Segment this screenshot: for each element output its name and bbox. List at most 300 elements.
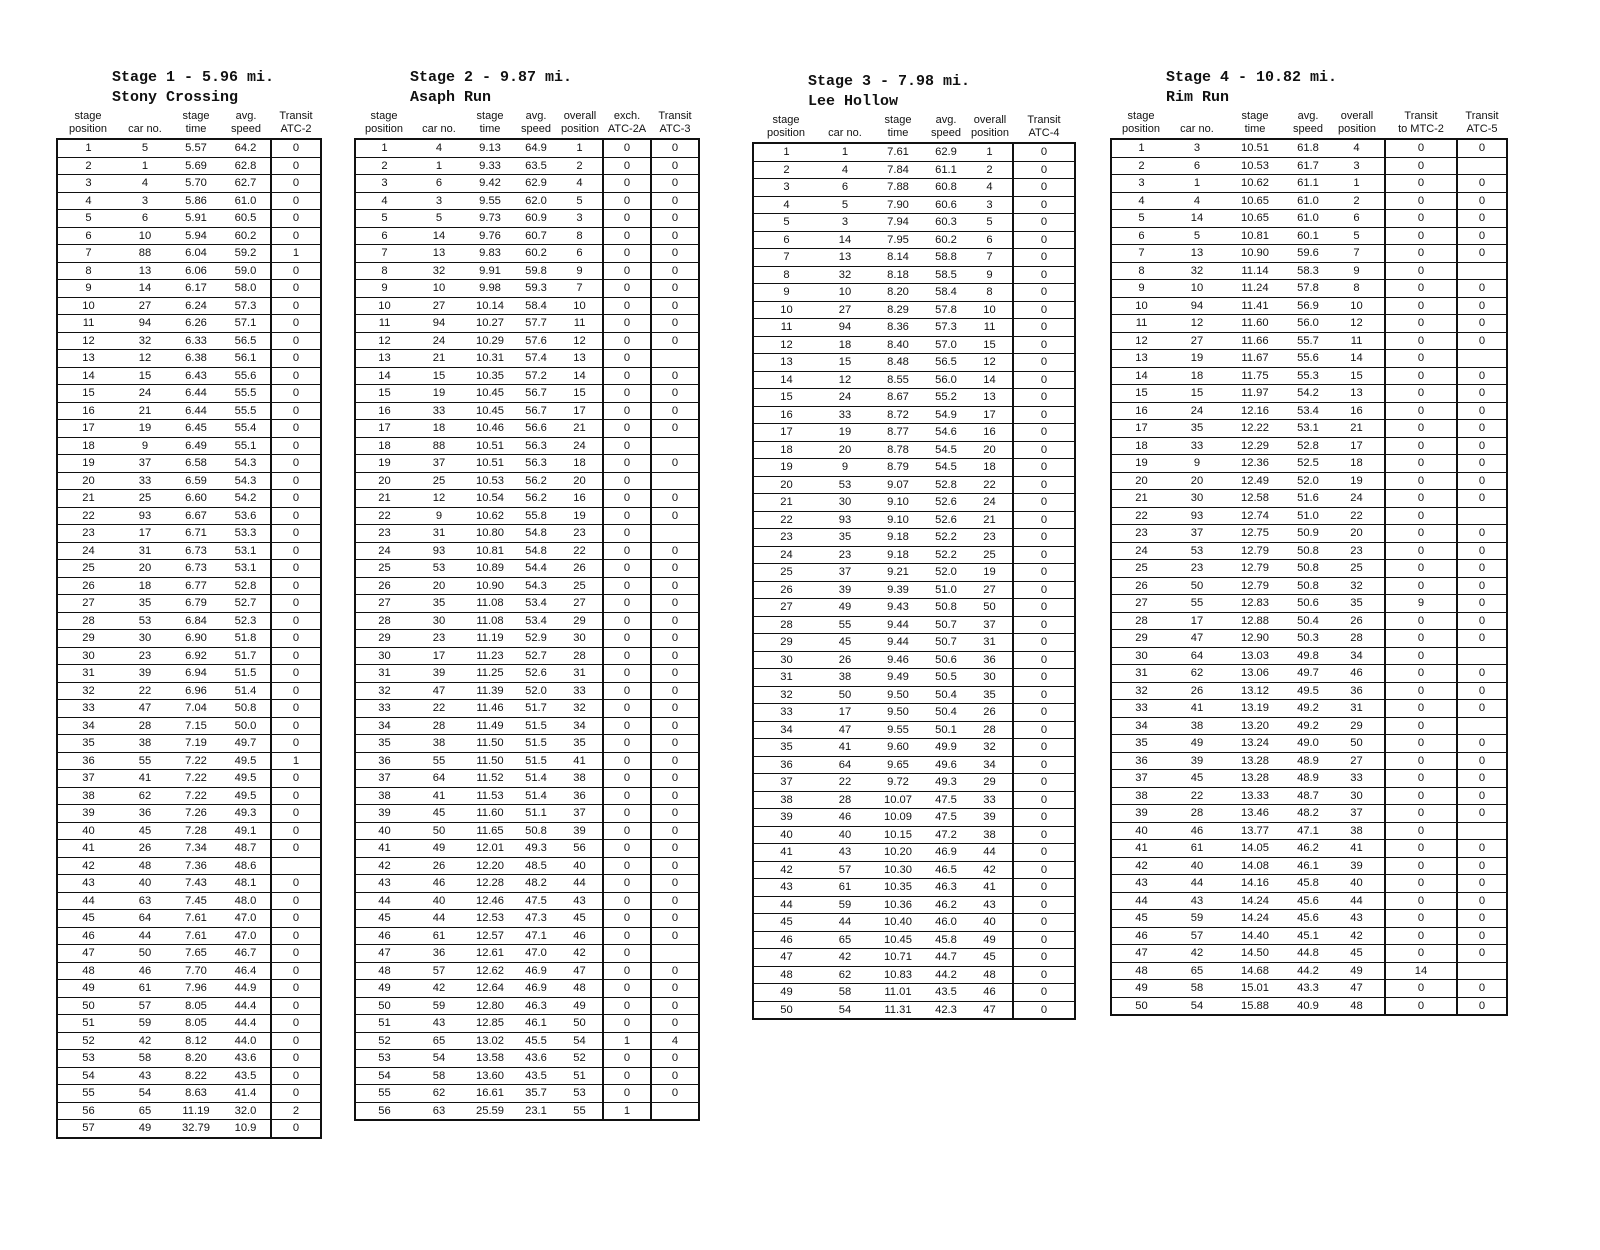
table-cell: 36 <box>355 752 413 770</box>
table-cell: 63 <box>119 892 171 910</box>
table-cell: 5 <box>57 210 119 228</box>
table-cell: 32 <box>1171 262 1223 280</box>
table-cell: 15 <box>1329 367 1385 385</box>
table-row <box>1111 332 1507 350</box>
table-cell: 0 <box>1457 139 1507 157</box>
column-header <box>119 110 171 123</box>
table-cell: 0 <box>1457 385 1507 403</box>
table-cell: 52.8 <box>925 476 967 494</box>
table-cell: 47 <box>557 962 603 980</box>
table-cell: 32 <box>119 332 171 350</box>
table-cell: 17 <box>355 420 413 438</box>
table-cell: 23 <box>557 525 603 543</box>
table-cell: 50.8 <box>221 700 271 718</box>
table-cell: 47 <box>119 700 171 718</box>
table-cell: 12.79 <box>1223 560 1287 578</box>
table-cell: 52.6 <box>515 665 557 683</box>
table-cell: 54.9 <box>925 406 967 424</box>
table-cell: 50 <box>1171 577 1223 595</box>
table-cell: 23 <box>57 525 119 543</box>
table-cell: 19 <box>557 507 603 525</box>
table-cell: 0 <box>603 822 651 840</box>
table-row <box>1111 857 1507 875</box>
table-row <box>1111 262 1507 280</box>
table-cell: 13.24 <box>1223 735 1287 753</box>
table-row <box>355 875 699 893</box>
table-cell: 29 <box>1111 630 1171 648</box>
table-cell: 65 <box>413 1032 465 1050</box>
table-cell: 0 <box>603 367 651 385</box>
table-row <box>753 966 1075 984</box>
table-row <box>355 1015 699 1033</box>
table-cell: 34 <box>1111 717 1171 735</box>
table-cell: 6.26 <box>171 315 221 333</box>
column-header: time <box>887 127 909 139</box>
table-cell: 7.45 <box>171 892 221 910</box>
table-cell: 0 <box>1013 494 1075 512</box>
table-row <box>753 214 1075 232</box>
table-cell: 51 <box>557 1067 603 1085</box>
table-cell: 6.94 <box>171 665 221 683</box>
table-cell: 36 <box>967 651 1013 669</box>
table-cell: 9.18 <box>871 546 925 564</box>
table-row <box>57 297 321 315</box>
column-header <box>413 110 465 123</box>
table-cell: 60.2 <box>925 231 967 249</box>
table-cell: 34 <box>57 717 119 735</box>
table-cell: 47 <box>1111 945 1171 963</box>
table-cell: 0 <box>603 455 651 473</box>
table-cell: 19 <box>967 564 1013 582</box>
table-cell: 1 <box>413 157 465 175</box>
table-row <box>57 420 321 438</box>
table-row <box>753 143 1075 161</box>
table-cell: 11.50 <box>465 735 515 753</box>
table-cell: 9 <box>557 262 603 280</box>
table-cell: 56 <box>57 1102 119 1120</box>
table-cell: 1 <box>355 139 413 157</box>
table-cell: 30 <box>413 612 465 630</box>
table-cell: 6.38 <box>171 350 221 368</box>
column-header: position <box>561 123 599 135</box>
table-cell: 62.7 <box>221 175 271 193</box>
table-cell: 13 <box>557 350 603 368</box>
table-row <box>355 682 699 700</box>
table-cell: 15.01 <box>1223 980 1287 998</box>
table-cell: 10 <box>1111 297 1171 315</box>
table-row <box>753 809 1075 827</box>
table-cell: 37 <box>1111 770 1171 788</box>
table-cell: 0 <box>651 1015 699 1033</box>
table-cell: 1 <box>271 752 321 770</box>
table-cell: 20 <box>967 441 1013 459</box>
table-cell: 10.89 <box>465 560 515 578</box>
table-cell: 12.49 <box>1223 472 1287 490</box>
table-cell: 59.2 <box>221 245 271 263</box>
table-cell: 11.08 <box>465 595 515 613</box>
table-cell: 6.92 <box>171 647 221 665</box>
table-cell: 12 <box>819 371 871 389</box>
table-cell: 10.90 <box>465 577 515 595</box>
table-cell: 63 <box>413 1102 465 1120</box>
table-cell: 43 <box>557 892 603 910</box>
table-row <box>1111 560 1507 578</box>
table-cell: 9.10 <box>871 511 925 529</box>
table-cell: 24 <box>119 385 171 403</box>
table-cell: 15 <box>355 385 413 403</box>
table-cell: 0 <box>271 1085 321 1103</box>
table-cell: 55 <box>355 1085 413 1103</box>
column-header: stage <box>1241 110 1269 122</box>
table-row <box>57 1085 321 1103</box>
table-row <box>1111 822 1507 840</box>
table-cell: 0 <box>1385 805 1457 823</box>
table-cell: 46 <box>413 875 465 893</box>
table-cell: 39 <box>1329 857 1385 875</box>
table-cell: 0 <box>1457 437 1507 455</box>
table-cell: 6 <box>1171 157 1223 175</box>
table-cell: 50.7 <box>925 634 967 652</box>
table-row <box>1111 647 1507 665</box>
table-cell: 39 <box>413 665 465 683</box>
table-cell: 0 <box>603 227 651 245</box>
table-cell: 41 <box>967 879 1013 897</box>
table-cell: 49.0 <box>1287 735 1329 753</box>
table-cell: 0 <box>271 175 321 193</box>
table-cell: 30 <box>1111 647 1171 665</box>
table-cell <box>1457 157 1507 175</box>
table-cell: 11.66 <box>1223 332 1287 350</box>
table-cell: 32 <box>753 686 819 704</box>
table-cell: 37 <box>753 774 819 792</box>
table-cell: 33 <box>819 406 871 424</box>
table-cell: 40 <box>57 822 119 840</box>
table-cell: 0 <box>603 490 651 508</box>
table-cell: 57 <box>57 1120 119 1138</box>
column-header: car no. <box>422 123 456 135</box>
table-cell: 0 <box>603 910 651 928</box>
table-cell: 53 <box>119 612 171 630</box>
table-cell: 6 <box>119 210 171 228</box>
table-row <box>1111 402 1507 420</box>
table-cell: 15 <box>1171 385 1223 403</box>
table-cell: 12.75 <box>1223 525 1287 543</box>
table-cell: 55.1 <box>221 437 271 455</box>
table-row <box>57 490 321 508</box>
table-cell: 51.4 <box>515 787 557 805</box>
table-cell: 9.10 <box>871 494 925 512</box>
table-cell: 8 <box>355 262 413 280</box>
table-row <box>1111 927 1507 945</box>
table-row <box>355 490 699 508</box>
table-row <box>753 319 1075 337</box>
table-cell: 5.86 <box>171 192 221 210</box>
table-cell: 0 <box>271 455 321 473</box>
table-cell: 49 <box>355 980 413 998</box>
table-cell: 62 <box>819 966 871 984</box>
table-cell: 33 <box>753 704 819 722</box>
table-cell: 0 <box>603 192 651 210</box>
table-row <box>57 385 321 403</box>
table-row <box>355 805 699 823</box>
table-cell: 0 <box>1385 472 1457 490</box>
column-header: ATC-2A <box>607 123 647 135</box>
table-cell: 25 <box>355 560 413 578</box>
table-cell: 93 <box>1171 507 1223 525</box>
table-row <box>753 634 1075 652</box>
table-cell: 52.8 <box>1287 437 1329 455</box>
column-header: Transit <box>279 110 313 122</box>
table-cell: 0 <box>1457 245 1507 263</box>
results-table <box>1110 110 1508 1016</box>
table-cell: 88 <box>413 437 465 455</box>
table-cell: 10.54 <box>465 490 515 508</box>
table-row <box>1111 700 1507 718</box>
table-cell: 0 <box>651 735 699 753</box>
results-table <box>752 114 1076 1020</box>
table-cell: 45.5 <box>515 1032 557 1050</box>
table-cell: 54.3 <box>221 472 271 490</box>
table-cell: 0 <box>1013 424 1075 442</box>
table-cell: 30 <box>1329 787 1385 805</box>
table-row <box>57 437 321 455</box>
table-cell: 0 <box>271 227 321 245</box>
table-row <box>57 210 321 228</box>
table-cell: 49.7 <box>1287 665 1329 683</box>
table-cell: 52.7 <box>221 595 271 613</box>
table-cell: 0 <box>271 437 321 455</box>
table-row <box>57 1015 321 1033</box>
table-cell: 16 <box>355 402 413 420</box>
table-cell: 38 <box>119 735 171 753</box>
table-cell: 47 <box>1171 630 1223 648</box>
table-cell: 57.7 <box>515 315 557 333</box>
table-cell: 52.6 <box>925 494 967 512</box>
table-cell: 42 <box>1329 927 1385 945</box>
table-cell: 0 <box>1385 997 1457 1015</box>
table-cell: 64 <box>119 910 171 928</box>
table-cell: 0 <box>1013 354 1075 372</box>
table-cell: 2 <box>1111 157 1171 175</box>
table-row <box>57 752 321 770</box>
table-cell: 0 <box>1013 756 1075 774</box>
table-cell: 50 <box>1329 735 1385 753</box>
table-row <box>753 546 1075 564</box>
table-cell: 55 <box>557 1102 603 1120</box>
table-cell: 0 <box>1013 616 1075 634</box>
table-cell: 0 <box>271 682 321 700</box>
table-cell: 10.81 <box>465 542 515 560</box>
table-cell: 10 <box>119 227 171 245</box>
table-cell: 45 <box>753 914 819 932</box>
table-cell: 53 <box>355 1050 413 1068</box>
table-cell: 0 <box>1457 892 1507 910</box>
table-cell: 0 <box>271 297 321 315</box>
table-row <box>355 752 699 770</box>
table-cell: 0 <box>271 420 321 438</box>
table-cell: 47.2 <box>925 826 967 844</box>
table-cell: 26 <box>119 840 171 858</box>
table-cell: 30 <box>57 647 119 665</box>
table-cell: 11.49 <box>465 717 515 735</box>
table-cell: 10.40 <box>871 914 925 932</box>
table-row <box>1111 717 1507 735</box>
table-cell: 0 <box>1385 665 1457 683</box>
table-cell: 17 <box>967 406 1013 424</box>
table-cell: 43.6 <box>221 1050 271 1068</box>
table-cell: 9 <box>1385 595 1457 613</box>
table-cell: 54.4 <box>515 560 557 578</box>
table-cell: 47 <box>413 682 465 700</box>
table-cell: 4 <box>1171 192 1223 210</box>
table-cell: 46.0 <box>925 914 967 932</box>
table-row <box>355 840 699 858</box>
table-cell: 0 <box>651 315 699 333</box>
table-cell: 0 <box>1457 542 1507 560</box>
table-row <box>753 669 1075 687</box>
table-cell: 14.24 <box>1223 892 1287 910</box>
table-cell: 32 <box>57 682 119 700</box>
table-cell: 43 <box>967 896 1013 914</box>
table-cell: 12 <box>413 490 465 508</box>
table-row <box>753 651 1075 669</box>
table-row <box>1111 175 1507 193</box>
table-cell: 0 <box>271 542 321 560</box>
table-cell: 0 <box>271 315 321 333</box>
table-row <box>753 529 1075 547</box>
table-cell: 0 <box>1013 266 1075 284</box>
table-cell: 44 <box>753 896 819 914</box>
table-cell: 5.91 <box>171 210 221 228</box>
table-cell: 48 <box>355 962 413 980</box>
table-cell: 8 <box>753 266 819 284</box>
table-cell: 17 <box>1329 437 1385 455</box>
table-cell: 13 <box>1171 245 1223 263</box>
table-cell: 4 <box>819 161 871 179</box>
table-cell: 0 <box>1457 997 1507 1015</box>
table-cell: 14.08 <box>1223 857 1287 875</box>
table-row <box>1111 367 1507 385</box>
table-cell: 0 <box>1013 896 1075 914</box>
table-cell: 6.33 <box>171 332 221 350</box>
table-cell: 31 <box>753 669 819 687</box>
table-cell: 29 <box>557 612 603 630</box>
table-cell: 48.0 <box>221 892 271 910</box>
table-cell: 21 <box>753 494 819 512</box>
table-cell: 33 <box>57 700 119 718</box>
table-cell: 7.65 <box>171 945 221 963</box>
table-cell: 94 <box>819 319 871 337</box>
table-row <box>1111 595 1507 613</box>
table-row <box>1111 210 1507 228</box>
table-cell: 50 <box>1111 997 1171 1015</box>
stage-4-panel <box>1110 68 1508 1016</box>
table-cell: 20 <box>1329 525 1385 543</box>
table-cell: 6 <box>57 227 119 245</box>
table-cell <box>1457 962 1507 980</box>
table-cell: 48.7 <box>221 840 271 858</box>
table-cell: 45.8 <box>925 931 967 949</box>
table-row <box>57 542 321 560</box>
table-cell: 40 <box>819 826 871 844</box>
table-cell: 39 <box>1171 752 1223 770</box>
table-cell: 0 <box>1385 927 1457 945</box>
table-cell: 0 <box>271 945 321 963</box>
table-cell: 0 <box>603 280 651 298</box>
table-cell: 0 <box>271 560 321 578</box>
table-cell: 5 <box>967 214 1013 232</box>
table-cell: 1 <box>603 1102 651 1120</box>
table-cell: 32.79 <box>171 1120 221 1138</box>
table-cell: 57.4 <box>515 350 557 368</box>
table-cell: 44 <box>1329 892 1385 910</box>
table-row <box>57 472 321 490</box>
table-cell: 0 <box>1013 546 1075 564</box>
table-cell: 15 <box>119 367 171 385</box>
table-cell: 47 <box>819 721 871 739</box>
table-cell: 0 <box>603 577 651 595</box>
table-cell: 54.3 <box>221 455 271 473</box>
table-cell: 53 <box>1171 542 1223 560</box>
table-cell: 6.73 <box>171 560 221 578</box>
stage-title <box>354 68 700 108</box>
table-cell: 0 <box>651 980 699 998</box>
table-cell: 13.28 <box>1223 752 1287 770</box>
column-header: time <box>1244 123 1266 135</box>
table-cell: 53.4 <box>515 612 557 630</box>
table-cell: 0 <box>271 735 321 753</box>
table-cell: 42 <box>57 857 119 875</box>
table-cell: 7 <box>967 249 1013 267</box>
table-row <box>753 371 1075 389</box>
table-cell: 0 <box>651 840 699 858</box>
table-cell: 5.69 <box>171 157 221 175</box>
table-cell: 7 <box>1111 245 1171 263</box>
stage-heading: Stage 3 - 7.98 mi. <box>808 73 971 90</box>
table-cell: 35 <box>819 529 871 547</box>
table-cell: 0 <box>271 402 321 420</box>
table-cell: 42 <box>557 945 603 963</box>
table-cell: 0 <box>651 682 699 700</box>
table-cell: 16 <box>753 406 819 424</box>
column-header: avg. <box>1297 110 1319 122</box>
table-cell: 21 <box>1329 420 1385 438</box>
table-row <box>1111 805 1507 823</box>
table-row <box>355 420 699 438</box>
table-cell: 0 <box>1457 280 1507 298</box>
table-row <box>355 1032 699 1050</box>
table-cell: 6.59 <box>171 472 221 490</box>
table-cell: 38 <box>557 770 603 788</box>
table-cell: 12.28 <box>465 875 515 893</box>
table-cell: 3 <box>57 175 119 193</box>
table-cell: 36 <box>753 756 819 774</box>
table-row <box>1111 542 1507 560</box>
table-cell: 32 <box>1329 577 1385 595</box>
table-cell: 6.43 <box>171 367 221 385</box>
table-cell: 10 <box>1329 297 1385 315</box>
table-cell: 0 <box>603 139 651 157</box>
table-cell: 55 <box>57 1085 119 1103</box>
table-row <box>57 805 321 823</box>
table-cell: 10.07 <box>871 791 925 809</box>
results-table <box>354 110 700 1121</box>
table-cell: 27 <box>355 595 413 613</box>
table-cell: 19 <box>753 459 819 477</box>
table-cell: 27 <box>557 595 603 613</box>
table-cell: 22 <box>557 542 603 560</box>
table-cell: 0 <box>1013 511 1075 529</box>
